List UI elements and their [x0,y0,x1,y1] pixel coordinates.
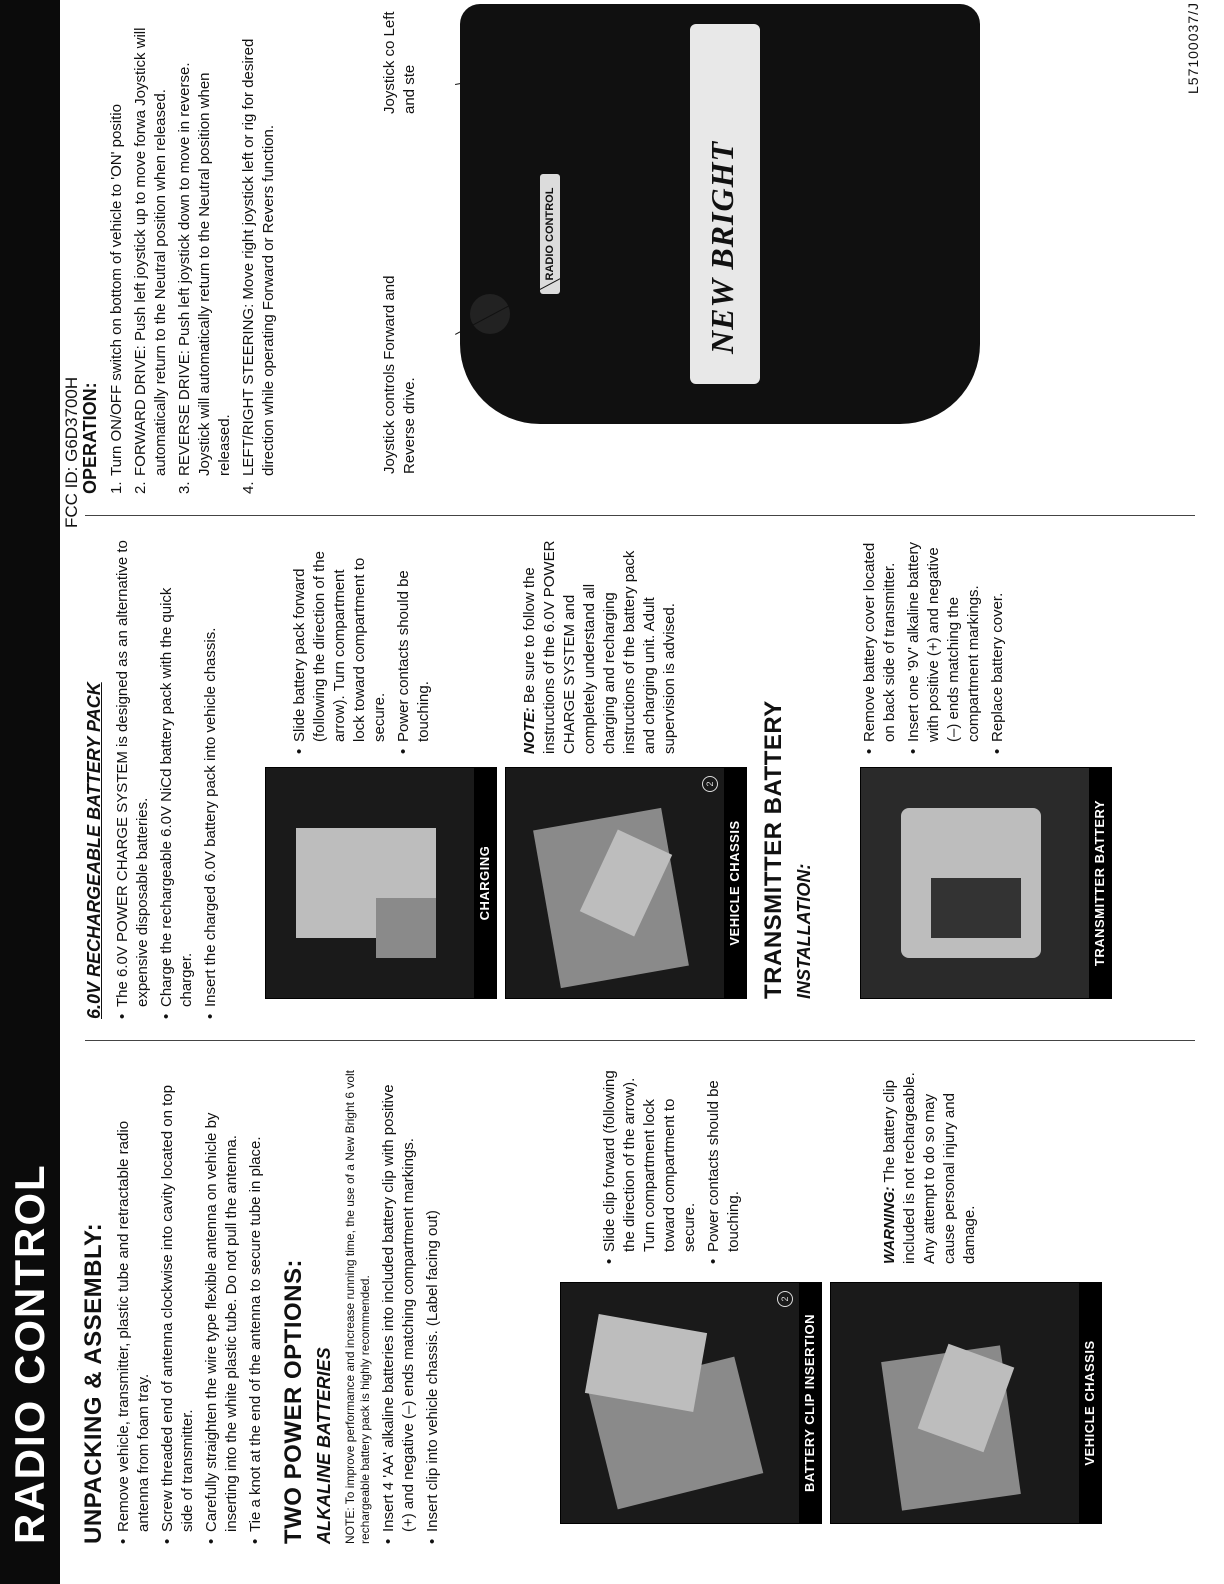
clip-side-text [600,1064,748,1264]
charge-note: NOTE: Be sure to follow the instructions of the 6.0V POWER CHARGE SYSTEM and completely understand all charging and recharging instructions of the battery pack and charging unit. Adult supervision is advised. [521,540,678,754]
list-item: 2. FORWARD DRIVE: Push left joystick up to move forwa Joystick will automatically return to the Neutral position when released. [131,14,171,494]
unpacking-heading: UNPACKING & ASSEMBLY: [80,1222,107,1544]
power-heading: TWO POWER OPTIONS: [280,1259,307,1544]
operation-heading: OPERATION: [80,382,100,494]
list-item: • Slide clip forward (following the direction of the arrow). Turn compartment lock toward compartment to secure. [600,1064,700,1264]
list-item: • Carefully straighten the wire type flexible antenna on vehicle by inserting into the white plastic tube. Do not pull the antenna. [202,1064,242,1544]
footer-code: L57100037/J [1185,2,1201,94]
list-item: • Insert the charged 6.0V battery pack into vehicle chassis. [201,539,221,1019]
list-item: • The 6.0V POWER CHARGE SYSTEM is designed as an alternative to expensive disposable batteries. [113,539,153,1019]
list-item: 3. REVERSE DRIVE: Push left joystick down to move in reverse. Joystick will automatically return to the Neutral position when released. [175,14,235,494]
column-divider [85,1040,1195,1041]
installation-subheading: INSTALLATION: [794,863,814,999]
transmitter-illustration [460,4,980,424]
alkaline-subheading: ALKALINE BATTERIES [314,1347,334,1544]
transmitter-steps [860,539,1012,754]
list-item: • Insert 4 'AA' alkaline batteries into included battery clip with positive (+) and negative (–) ends matching compartment markings. [379,1064,419,1544]
photo-caption: BATTERY CLIP INSERTION [799,1283,821,1523]
column-divider [85,515,1195,516]
transmitter-battery-photo [860,767,1129,999]
page-title: RADIO CONTROL [6,1163,53,1544]
photo-caption: VEHICLE CHASSIS [1079,1283,1101,1523]
photo-caption: VEHICLE CHASSIS [724,768,746,998]
list-item: • Replace battery cover. [988,539,1008,754]
column-2 [80,539,225,1019]
note-label: NOTE: [521,707,538,754]
brand-badge [690,24,760,384]
rechargeable-list [113,539,221,1019]
column-1 [80,1064,447,1544]
battery-clip-photo: 2 BATTERY CLIP INSERTION [560,1282,822,1524]
right-joystick-label: Joystick co Left and ste [381,11,418,114]
photo-caption: TRANSMITTER BATTERY INSERTION [1089,768,1111,998]
radio-control-tag: RADIO CONTROL [540,174,560,294]
warning-label: WARNING: [881,1186,898,1264]
list-item: • Slide battery pack forward (following the direction of the arrow). Turn compartment lock toward compartment to secure. [290,539,390,754]
photo-caption: CHARGING [474,768,496,998]
vehicle-chassis-photo-2: 2 VEHICLE CHASSIS [505,767,747,999]
transmitter-heading: TRANSMITTER BATTERY [760,700,787,999]
brand-text: NEW BRIGHT [704,140,740,354]
list-item: • Insert clip into vehicle chassis. (Label facing out) [423,1064,443,1544]
list-item: • Charge the rechargeable 6.0V NiCd battery pack with the quick charger. [157,539,197,1019]
pack-side-text [290,539,438,754]
list-item: • Screw threaded end of antenna clockwise into cavity located on top side of transmitter. [158,1064,198,1544]
fcc-id: FCC ID: G6D3700H [62,376,81,528]
vehicle-chassis-photo [830,1282,1102,1524]
list-item: • Remove vehicle, transmitter, plastic tube and retractable radio antenna from foam tray. [114,1064,154,1544]
list-item: 1. Turn ON/OFF switch on bottom of vehicle to 'ON' positio [107,14,127,494]
rechargeable-heading: 6.0V RECHARGEABLE BATTERY PACK [84,682,104,1019]
warning-text: WARNING: The battery clip included is not rechargeable. Any attempt to do so may cause personal injury and damage. [881,1072,978,1264]
power-note: NOTE: To improve performance and increase running time, the use of a New Bright 6 volt rechargeable battery pack is highly recommended. [343,1069,372,1544]
list-item: • Tie a knot at the end of the antenna to secure tube in place. [246,1064,266,1544]
list-item: • Insert one '9V' alkaline battery with positive (+) and negative (–) ends matching the compartment markings. [904,539,984,754]
alkaline-list [379,1064,443,1544]
list-item: • Power contacts should be touching. [704,1064,744,1264]
column-3 [80,14,283,494]
transmitter-battery-section [760,539,823,999]
list-item: • Power contacts should be touching. [394,539,434,754]
unpacking-list [114,1064,266,1544]
list-item: • Remove battery cover located on back side of transmitter. [860,539,900,754]
charging-photo [265,767,497,999]
left-joystick-label: Joystick controls Forward and Reverse drive. [381,275,418,474]
list-item: 4. LEFT/RIGHT STEERING: Move right joystick left or rig for desired direction while operating Forward or Revers function. [239,14,279,494]
header-band [0,0,60,1584]
operation-steps [107,14,279,494]
